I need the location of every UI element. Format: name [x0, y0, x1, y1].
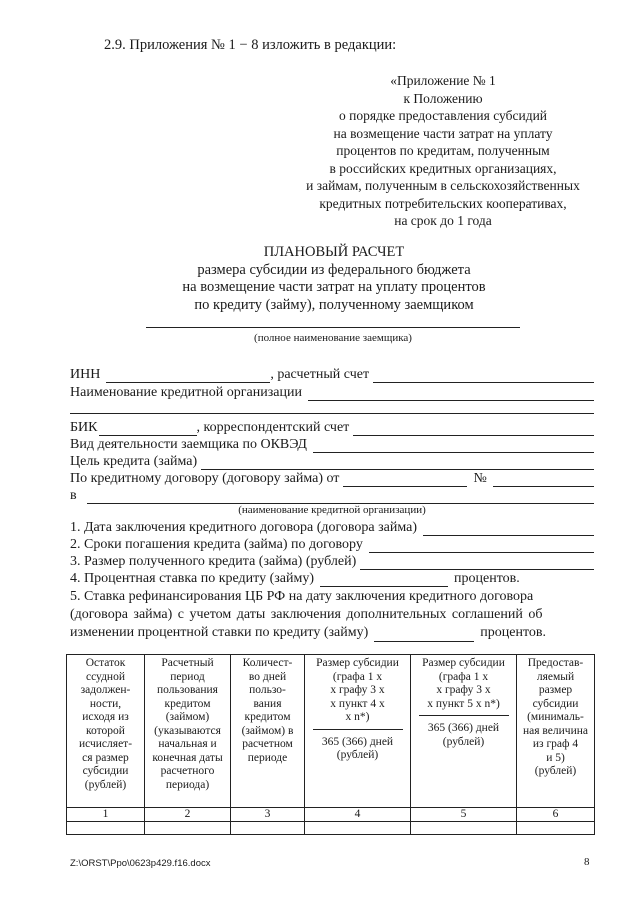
in-label: в [70, 488, 77, 503]
item4-row [70, 570, 594, 587]
corr-account-field[interactable] [353, 422, 594, 436]
annex-line: процентов по кредитам, полученным [336, 143, 550, 158]
corr-account-label: , корреспондентский счет [196, 420, 350, 435]
title-heading: ПЛАНОВЫЙ РАСЧЕТ [263, 244, 405, 260]
item5-field[interactable] [374, 628, 474, 642]
annex-header [258, 72, 628, 230]
table-cell[interactable] [231, 822, 305, 835]
column-number: 2 [145, 808, 231, 822]
annex-line: к Положению [403, 90, 483, 106]
item5-suffix: процентов. [480, 625, 547, 640]
table-row [67, 822, 595, 835]
inn-label: ИНН [70, 367, 101, 382]
table-header-col6: Предостав- ляемый размер субсидии (минималь- ная величина из граф 4 и 5) (рублей) [517, 655, 595, 808]
item2-field[interactable] [369, 539, 594, 553]
credit-org-caption: (наименование кредитной организации) [238, 504, 426, 516]
table-header-col1: Остаток ссудной задолжен- ности, исходя из которой исчисляет- ся размер субсидии (рублей) [67, 655, 145, 808]
page-number: 8 [584, 856, 590, 868]
intro-paragraph: 2.9. Приложения № 1 − 8 изложить в редакции: [104, 37, 397, 53]
credit-org-label: Наименование кредитной организации [70, 385, 302, 400]
contract-date-field[interactable] [343, 473, 467, 487]
column-number: 3 [231, 808, 305, 822]
in-row [70, 487, 594, 504]
fraction-line [313, 729, 403, 730]
credit-org-field[interactable] [308, 387, 594, 401]
annex-line: и займам, полученным в сельскохозяйственных [306, 178, 580, 193]
contract-number-field[interactable] [493, 473, 594, 487]
footer-file-path: Z:\ORST\Ppo\0623p429.f16.docx [70, 858, 211, 869]
item3-label: 3. Размер полученного кредита (займа) (рублей) [70, 554, 357, 569]
item2-row [70, 536, 594, 553]
item5-line: (договора займа) с учетом даты заключения дополнительных соглашений об [70, 607, 543, 622]
bik-row [70, 419, 594, 436]
annex-line: на срок до 1 года [394, 213, 492, 228]
item4-label: 4. Процентная ставка по кредиту (займу) [70, 571, 314, 586]
table-cell[interactable] [145, 822, 231, 835]
column-number: 1 [67, 808, 145, 822]
activity-field[interactable] [313, 439, 594, 453]
column-number: 6 [517, 808, 595, 822]
item3-row [70, 553, 594, 570]
fraction-line [419, 715, 509, 716]
item5-last-line [70, 624, 594, 642]
annex-line: кредитных потребительских кооперативах, [319, 195, 567, 211]
inn-field[interactable] [106, 369, 270, 383]
item5-line: изменении процентной ставки по кредиту (займу) [70, 625, 369, 640]
contract-label: По кредитному договору (договору займа) от [70, 471, 340, 486]
item2-label: 2. Сроки погашения кредита (займа) по договору [70, 537, 363, 552]
purpose-label: Цель кредита (займа) [70, 454, 198, 469]
title-line: на возмещение части затрат на уплату процентов [182, 279, 486, 295]
item1-row [70, 519, 594, 536]
table-header-col3: Количест- во дней пользо- вания кредитом (займом) в расчетном периоде [231, 655, 305, 808]
credit-org-field-continued[interactable] [70, 413, 594, 414]
item1-label: 1. Дата заключения кредитного договора (договора займа) [70, 520, 418, 535]
item1-field[interactable] [423, 522, 594, 536]
item4-suffix: процентов. [454, 571, 520, 586]
annex-line: о порядке предоставления субсидий [338, 108, 548, 123]
table-cell[interactable] [67, 822, 145, 835]
table-column-numbers-row [67, 808, 595, 822]
column-number: 5 [411, 808, 517, 822]
table-header-col5: Размер субсидии (графа 1 x x графу 3 x x пункт 5 x n*) 365 (366) дней (рублей) [411, 655, 517, 808]
inn-row [70, 366, 594, 383]
item5-line: 5. Ставка рефинансирования ЦБ РФ на дату заключения кредитного договора [70, 589, 534, 604]
table-cell[interactable] [517, 822, 595, 835]
table-cell[interactable] [411, 822, 517, 835]
account-label: , расчетный счет [270, 367, 370, 382]
document-title [94, 244, 574, 314]
borrower-name-field[interactable] [146, 327, 520, 328]
item4-field[interactable] [320, 573, 448, 587]
table-header-row [67, 655, 595, 808]
table-header-col2: Расчетный период пользования кредитом (займом) (указываются начальная и конечная даты расчетного периода) [145, 655, 231, 808]
activity-row [70, 436, 594, 453]
bik-field[interactable] [99, 422, 197, 436]
account-field[interactable] [373, 369, 594, 383]
item3-field[interactable] [360, 556, 594, 570]
bik-label: БИК [70, 420, 98, 435]
purpose-field[interactable] [201, 456, 594, 470]
calculation-table [66, 654, 595, 835]
activity-label: Вид деятельности заемщика по ОКВЭД [70, 437, 307, 452]
annex-line: в российских кредитных организациях, [329, 160, 557, 176]
credit-org-row [70, 384, 594, 401]
title-line: по кредиту (займу), полученному заемщиком [194, 296, 474, 313]
table-cell[interactable] [305, 822, 411, 835]
annex-line: «Приложение № 1 [390, 73, 496, 88]
table-header-col4: Размер субсидии (графа 1 x x графу 3 x x пункт 4 x x n*) 365 (366) дней (рублей) [305, 655, 411, 808]
borrower-name-caption: (полное наименование заемщика) [254, 332, 412, 344]
credit-org-name-field[interactable] [87, 490, 594, 504]
column-number: 4 [305, 808, 411, 822]
contract-row [70, 470, 594, 487]
number-sign: № [473, 471, 487, 486]
title-line: размера субсидии из федерального бюджета [197, 261, 471, 278]
item5-paragraph [70, 588, 594, 642]
annex-line: на возмещение части затрат на уплату [333, 125, 553, 141]
purpose-row [70, 453, 594, 470]
